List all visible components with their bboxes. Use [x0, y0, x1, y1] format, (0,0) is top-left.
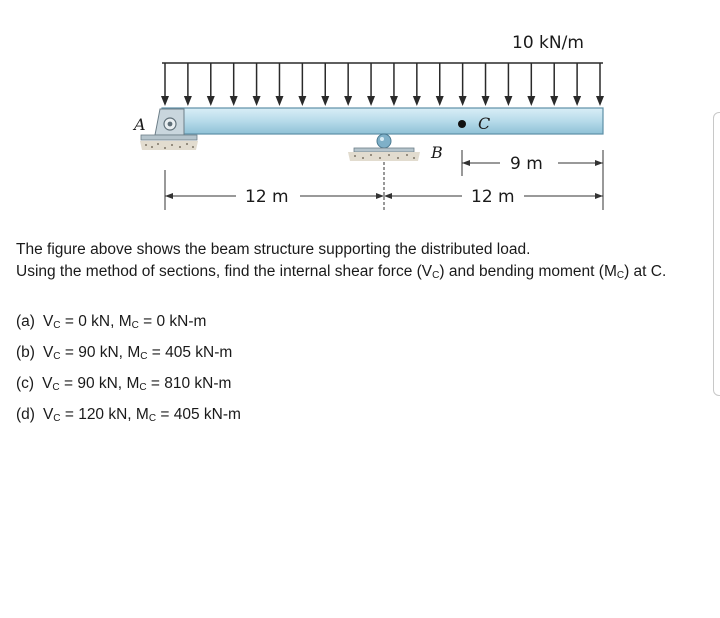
side-panel-edge [713, 112, 720, 396]
option-m-value: = 405 kN-m [147, 344, 233, 361]
beam [162, 108, 603, 134]
problem-sub-1: C [432, 270, 440, 281]
problem-line-2-mid: ) and bending moment (M [439, 263, 617, 280]
option-m-sub: C [139, 382, 147, 393]
dim-9m-label: 9 m [510, 154, 543, 174]
load-arrow-head [436, 96, 444, 106]
option-v-symbol: V [42, 344, 54, 361]
load-arrow-head [161, 96, 169, 106]
problem-sub-2: C [616, 270, 625, 281]
option-v-value: = 0 kN, [60, 313, 119, 330]
dim-12m-right-label: 12 m [471, 187, 515, 207]
option-m-symbol: M [135, 406, 149, 423]
problem-line-2-suffix: ) at C. [624, 263, 667, 280]
option-d[interactable] [16, 399, 241, 430]
point-c-dot [458, 120, 466, 128]
dim-12m-left-label: 12 m [245, 187, 289, 207]
option-m-sub: C [140, 351, 148, 362]
load-arrow-head [527, 96, 535, 106]
option-v-value: = 90 kN, [59, 375, 127, 392]
load-arrow-head [367, 96, 375, 106]
load-arrow-head [596, 96, 604, 106]
load-arrow-head [482, 96, 490, 106]
load-arrow-head [275, 96, 283, 106]
problem-line-2 [16, 261, 716, 283]
support-a-label: A [134, 115, 146, 134]
option-c[interactable] [16, 368, 241, 399]
roller-support-b [348, 134, 420, 161]
option-a[interactable] [16, 306, 241, 337]
load-arrow-head [413, 96, 421, 106]
option-m-symbol: M [127, 344, 141, 361]
option-m-value: = 810 kN-m [146, 375, 232, 392]
load-arrow-head [573, 96, 581, 106]
option-letter: (d) [16, 406, 35, 423]
load-label: 10 kN/m [512, 33, 584, 53]
load-arrow-head [207, 96, 215, 106]
option-letter: (c) [16, 375, 35, 392]
load-arrow-head [390, 96, 398, 106]
option-v-value: = 120 kN, [60, 406, 136, 423]
option-v-symbol: V [42, 313, 54, 330]
option-m-value: = 405 kN-m [156, 406, 241, 423]
option-letter: (b) [16, 344, 35, 361]
option-m-symbol: M [126, 375, 140, 392]
load-arrow-head [253, 96, 261, 106]
option-v-sub: C [52, 382, 60, 393]
problem-line-2-prefix: Using the method of sections, find the internal shear force (V [16, 263, 433, 280]
option-b[interactable] [16, 337, 241, 368]
option-m-symbol: M [118, 313, 132, 330]
option-m-sub: C [148, 413, 157, 424]
option-v-sub: C [53, 320, 61, 331]
option-v-value: = 90 kN, [60, 344, 128, 361]
option-letter: (a) [16, 313, 35, 330]
load-arrow-head [459, 96, 467, 106]
problem-statement [16, 239, 716, 283]
load-arrow-head [321, 96, 329, 106]
option-v-sub: C [53, 413, 61, 424]
load-arrow-head [550, 96, 558, 106]
option-v-symbol: V [42, 375, 53, 392]
load-arrow-head [184, 96, 192, 106]
option-m-sub: C [131, 320, 139, 331]
load-arrows [161, 63, 604, 106]
support-b-label: B [431, 143, 443, 162]
load-arrow-head [344, 96, 352, 106]
answer-options [16, 306, 241, 430]
load-arrow-head [504, 96, 512, 106]
distributed-load [161, 63, 604, 106]
option-v-symbol: V [42, 406, 54, 423]
point-c-label: C [478, 114, 491, 133]
load-arrow-head [230, 96, 238, 106]
option-v-sub: C [53, 351, 61, 362]
load-arrow-head [298, 96, 306, 106]
problem-line-1: The figure above shows the beam structure supporting the distributed load. [16, 241, 531, 258]
option-m-value: = 0 kN-m [138, 313, 207, 330]
beam-figure [0, 0, 720, 230]
